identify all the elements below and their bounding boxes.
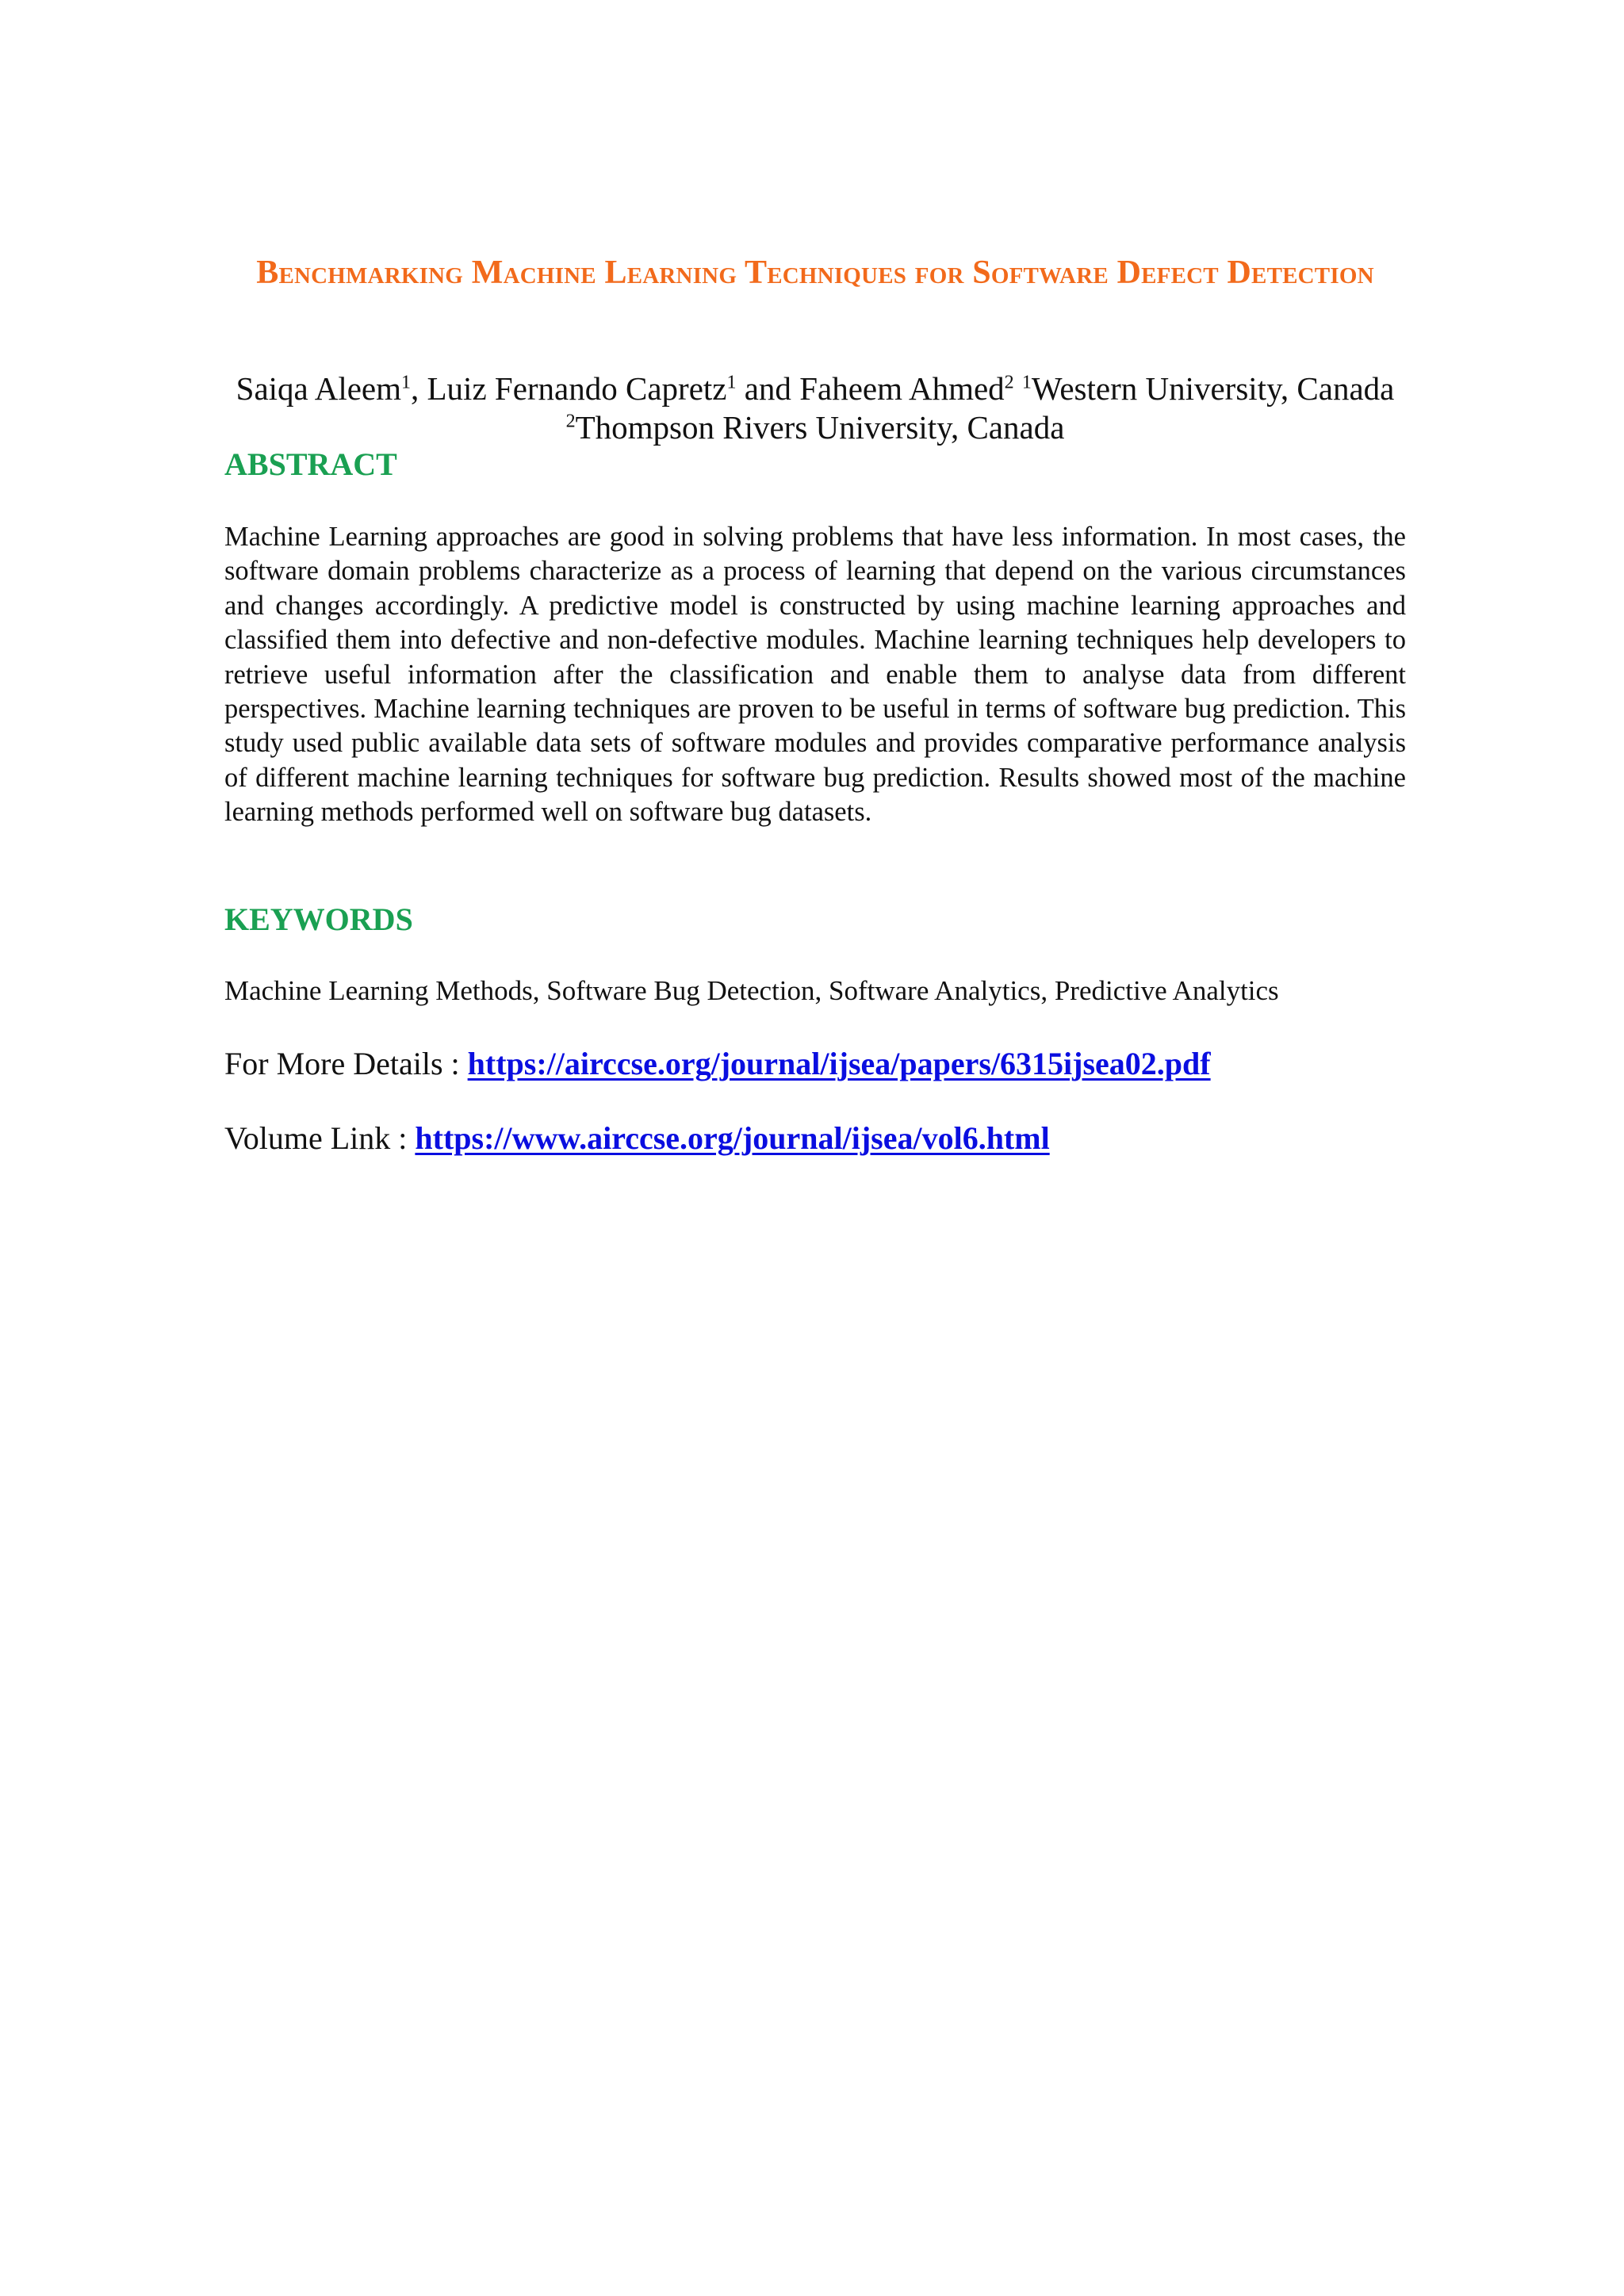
author-name: Faheem Ahmed: [799, 370, 1005, 407]
abstract-text: Machine Learning approaches are good in solving problems that have less information. In most cases, the software domain problems characterize as a process of learning that depend on the various circumstances and changes accordingly. A predictive model is constructed by using machine learning approaches and classified them into defective and non-defective modules. Machine learning techniques help developers to retrieve useful information after the classification and enable them to analyse data from different perspectives. Machine learning techniques are proven to be useful in terms of software bug prediction. This study used public available data sets of software modules and provides comparative performance analysis of different machine learning techniques for software bug prediction. Results showed most of the machine learning methods performed well on software bug datasets.: [224, 522, 1406, 828]
keywords-heading: KEYWORDS: [224, 901, 413, 937]
author-name: Saiqa Aleem: [236, 370, 402, 407]
author-separator: ,: [411, 370, 427, 407]
paper-title: Benchmarking Machine Learning Techniques for Software Defect Detection: [256, 254, 1374, 291]
keywords-text: Machine Learning Methods, Software Bug Detection, Software Analytics, Predictive Analytics: [224, 975, 1279, 1006]
affiliation-marker: 1: [401, 372, 412, 393]
details-label: For More Details :: [224, 1046, 468, 1081]
affiliation-marker: 2: [1004, 372, 1014, 393]
affiliation-marker: 1: [726, 372, 737, 393]
affiliation-text: Thompson Rivers University, Canada: [575, 409, 1065, 446]
author-conjunction: and: [736, 370, 800, 407]
author-name: Luiz Fernando Capretz: [427, 370, 727, 407]
affiliation-marker: 1: [1021, 372, 1032, 393]
volume-link[interactable]: https://www.airccse.org/journal/ijsea/vol6.html: [415, 1120, 1050, 1156]
volume-label: Volume Link :: [224, 1120, 416, 1156]
abstract-heading: ABSTRACT: [224, 446, 397, 482]
details-line: [224, 1045, 1406, 1083]
affiliation-marker: 2: [565, 411, 576, 432]
volume-line: [224, 1119, 1406, 1158]
author-block: [224, 369, 1406, 447]
details-link[interactable]: https://airccse.org/journal/ijsea/papers/6315ijsea02.pdf: [467, 1046, 1211, 1081]
affiliation-text: Western University, Canada: [1031, 370, 1395, 407]
